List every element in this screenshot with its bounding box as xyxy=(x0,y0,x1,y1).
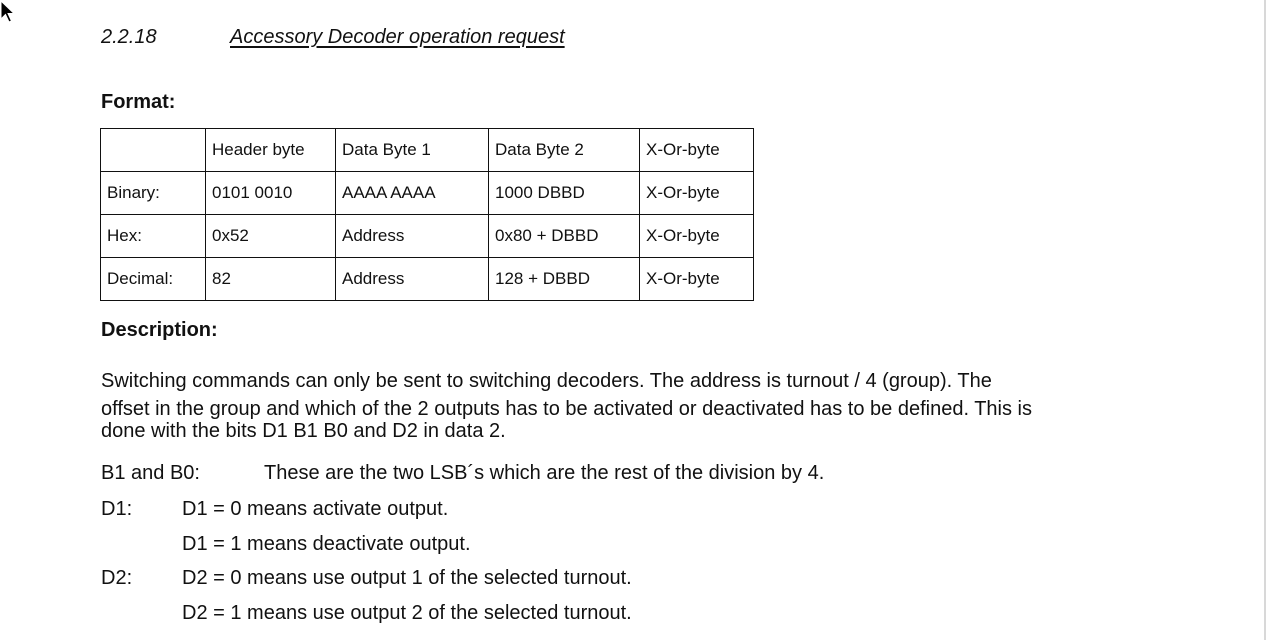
table-cell: 0101 0010 xyxy=(206,172,336,215)
table-header-cell xyxy=(101,129,206,172)
format-table xyxy=(100,128,754,301)
table-cell: Address xyxy=(336,215,489,258)
description-label: Description: xyxy=(101,319,218,341)
definition-text-d1-line1: D1 = 0 means activate output. xyxy=(182,498,449,520)
table-header-row xyxy=(101,129,754,172)
table-header-cell: Data Byte 1 xyxy=(336,129,489,172)
definition-text-b1b0: These are the two LSB´s which are the rest of the division by 4. xyxy=(264,462,825,484)
definition-term-d1: D1: xyxy=(101,498,133,520)
definition-text-d2-line1: D2 = 0 means use output 1 of the selected turnout. xyxy=(182,567,632,589)
description-paragraph xyxy=(101,368,1181,444)
format-label: Format: xyxy=(101,91,176,113)
definition-term-d2: D2: xyxy=(101,567,133,589)
description-line: Switching commands can only be sent to switching decoders. The address is turnout / 4 (group). The xyxy=(101,370,992,392)
table-cell: 0x80 + DBBD xyxy=(489,215,640,258)
table-header-cell: X-Or-byte xyxy=(640,129,754,172)
table-header-cell: Data Byte 2 xyxy=(489,129,640,172)
table-row xyxy=(101,172,754,215)
table-cell: AAAA AAAA xyxy=(336,172,489,215)
description-line: done with the bits D1 B1 B0 and D2 in data 2. xyxy=(101,420,506,442)
table-row xyxy=(101,258,754,301)
table-cell: Address xyxy=(336,258,489,301)
description-line: offset in the group and which of the 2 outputs has to be activated or deactivated has to be defined. This is xyxy=(101,398,1032,420)
definition-term-b1b0: B1 and B0: xyxy=(101,462,200,484)
table-cell: X-Or-byte xyxy=(640,215,754,258)
section-title: Accessory Decoder operation request xyxy=(230,26,565,48)
table-cell: 1000 DBBD xyxy=(489,172,640,215)
table-cell: 0x52 xyxy=(206,215,336,258)
section-heading xyxy=(101,26,565,49)
table-cell: X-Or-byte xyxy=(640,258,754,301)
table-header-cell: Header byte xyxy=(206,129,336,172)
table-cell: 82 xyxy=(206,258,336,301)
table-cell: Hex: xyxy=(101,215,206,258)
table-cell: X-Or-byte xyxy=(640,172,754,215)
definition-text-d2-line2: D2 = 1 means use output 2 of the selected turnout. xyxy=(182,602,632,624)
definition-text-d1-line2: D1 = 1 means deactivate output. xyxy=(182,533,471,555)
table-cell: Decimal: xyxy=(101,258,206,301)
table-cell: Binary: xyxy=(101,172,206,215)
table-row xyxy=(101,215,754,258)
mouse-pointer-icon xyxy=(0,0,16,24)
table-cell: 128 + DBBD xyxy=(489,258,640,301)
section-number: 2.2.18 xyxy=(101,26,157,48)
